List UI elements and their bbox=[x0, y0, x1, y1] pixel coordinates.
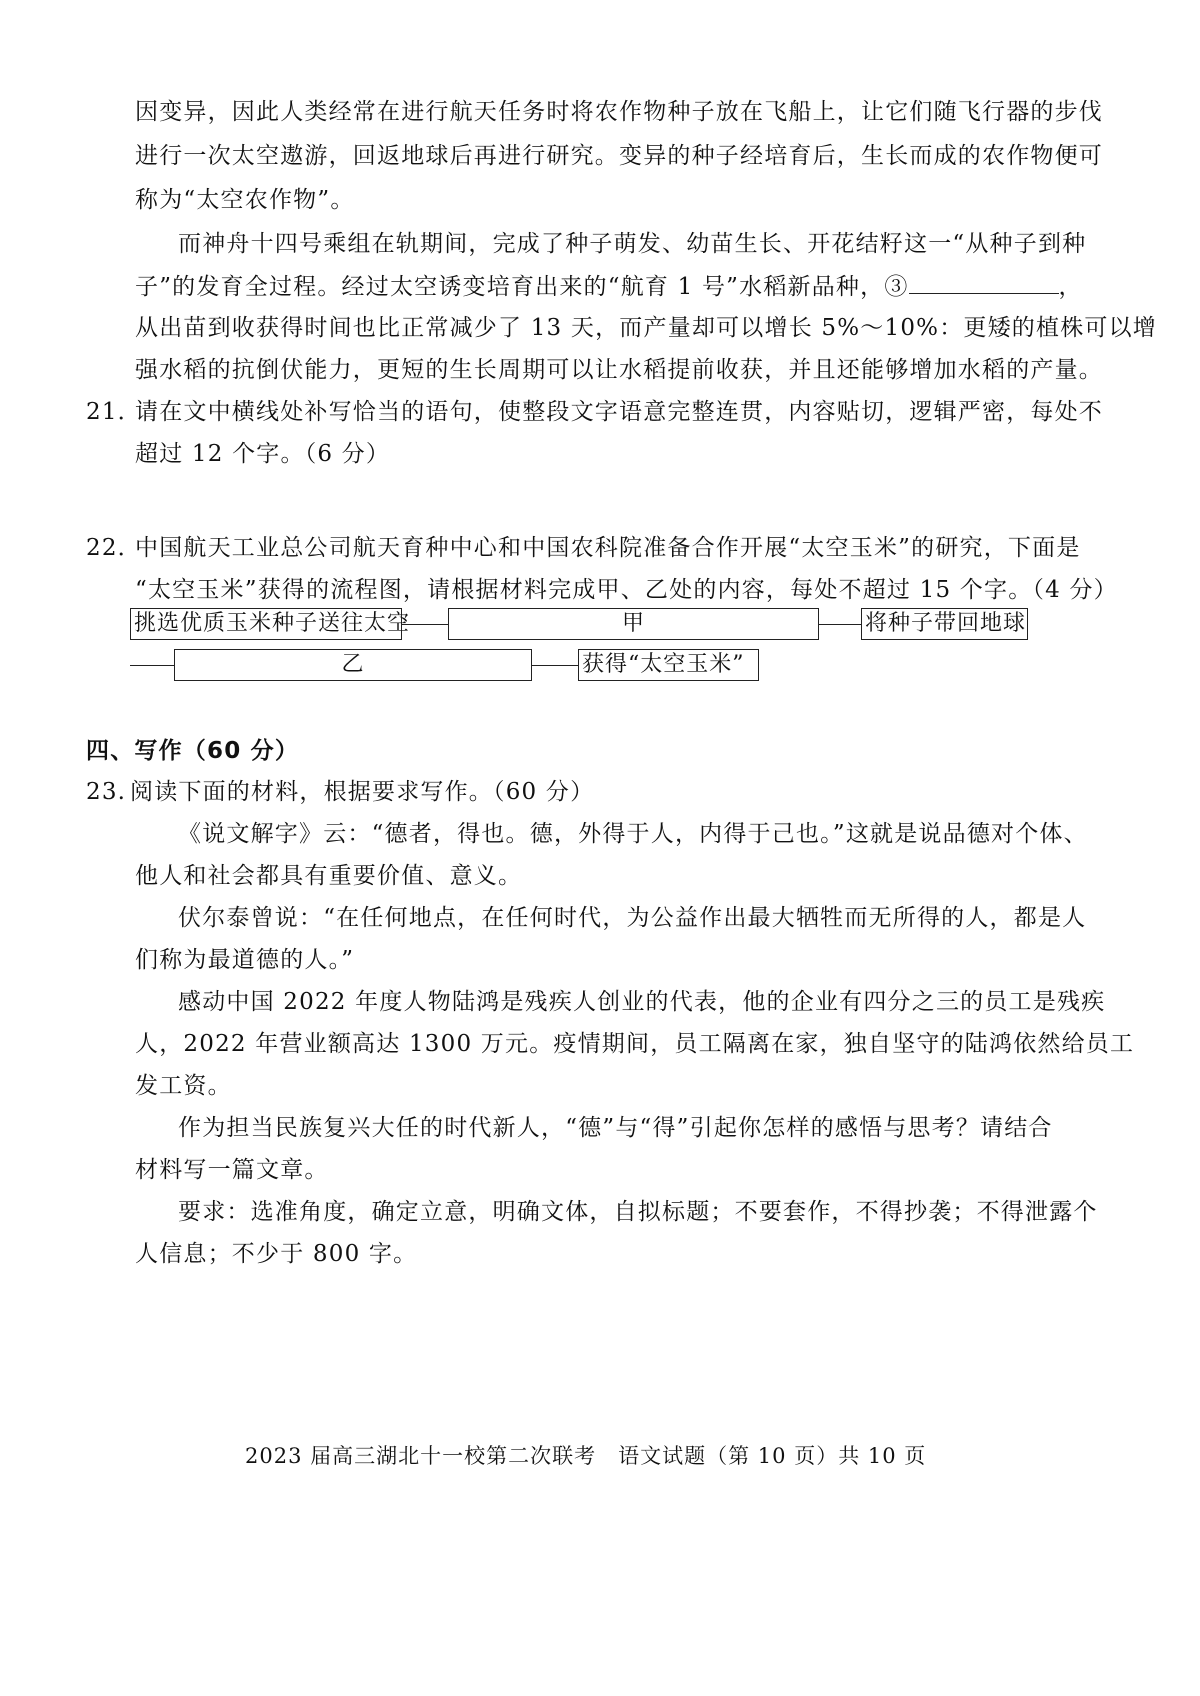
passage-line: 强水稻的抗倒伏能力，更短的生长周期可以让水稻提前收获，并且还能够增加水稻的产量。 bbox=[135, 357, 1103, 383]
passage-line: 因变异，因此人类经常在进行航天任务时将农作物种子放在飞船上，让它们随飞行器的步伐 bbox=[135, 99, 1103, 125]
flow-connector bbox=[819, 624, 861, 625]
flow-step-obtain-corn: 获得“太空玉米” bbox=[578, 649, 759, 681]
question-number: 21． bbox=[86, 399, 142, 425]
page-footer: 2023 届高三湖北十一校第二次联考 语文试题（第 10 页）共 10 页 bbox=[245, 1444, 927, 1468]
question-text: 超过 12 个字。（6 分） bbox=[135, 441, 391, 467]
material-line: 人，2022 年营业额高达 1300 万元。疫情期间，员工隔离在家，独自坚守的陆鸿依然给员工 bbox=[135, 1031, 1135, 1057]
question-number: 23. bbox=[86, 779, 127, 805]
question-text: “太空玉米”获得的流程图，请根据材料完成甲、乙处的内容，每处不超过 15 个字。（4 分） bbox=[135, 577, 1118, 603]
flow-connector bbox=[402, 624, 448, 625]
requirement-line: 要求：选准角度，确定立意，明确文体，自拟标题；不要套作，不得抄袭；不得泄露个 bbox=[178, 1199, 1098, 1225]
material-line: 发工资。 bbox=[135, 1073, 232, 1099]
passage-text: ， bbox=[1058, 274, 1083, 300]
question-text: 阅读下面的材料，根据要求写作。（60 分） bbox=[130, 779, 595, 805]
material-line: 伏尔泰曾说：“在任何地点，在任何时代，为公益作出最大牺牲而无所得的人，都是人 bbox=[178, 905, 1087, 931]
passage-line: 从出苗到收获得时间也比正常减少了 13 天，而产量却可以增长 5%～10%：更矮的植株可以增 bbox=[135, 315, 1158, 341]
passage-line: 称为“太空农作物”。 bbox=[135, 187, 355, 213]
flow-step-jia[interactable]: 甲 bbox=[448, 608, 819, 640]
material-line: 《说文解字》云：“德者，得也。德，外得于人，内得于己也。”这就是说品德对个体、 bbox=[178, 821, 1088, 847]
passage-line: 进行一次太空遨游，回返地球后再进行研究。变异的种子经培育后，生长而成的农作物便可 bbox=[135, 143, 1103, 169]
question-text: 请在文中横线处补写恰当的语句，使整段文字语意完整连贯，内容贴切，逻辑严密，每处不 bbox=[135, 399, 1103, 425]
passage-line: 而神舟十四号乘组在轨期间，完成了种子萌发、幼苗生长、开花结籽这一“从种子到种 bbox=[178, 231, 1087, 257]
question-number: 22． bbox=[86, 535, 142, 561]
flow-connector bbox=[532, 665, 578, 666]
flow-step-yi[interactable]: 乙 bbox=[174, 649, 532, 681]
material-line: 材料写一篇文章。 bbox=[135, 1157, 329, 1183]
question-text: 中国航天工业总公司航天育种中心和中国农科院准备合作开展“太空玉米”的研究，下面是 bbox=[135, 535, 1081, 561]
requirement-line: 人信息；不少于 800 字。 bbox=[135, 1241, 418, 1267]
material-line: 感动中国 2022 年度人物陆鸿是残疾人创业的代表，他的企业有四分之三的员工是残疾 bbox=[178, 989, 1106, 1015]
material-line: 们称为最道德的人。” bbox=[135, 947, 355, 973]
section-heading: 四、写作（60 分） bbox=[86, 738, 300, 764]
passage-text: 子”的发育全过程。经过太空诱变培育出来的“航育 1 号”水稻新品种，③ bbox=[135, 274, 909, 300]
flow-connector bbox=[130, 665, 174, 666]
flow-step-select-seeds: 挑选优质玉米种子送往太空 bbox=[130, 608, 402, 640]
material-line: 作为担当民族复兴大任的时代新人，“德”与“得”引起你怎样的感悟与思考？请结合 bbox=[178, 1115, 1053, 1141]
flow-step-return-seeds: 将种子带回地球 bbox=[861, 608, 1028, 640]
passage-line-with-blank bbox=[135, 271, 1083, 302]
material-line: 他人和社会都具有重要价值、意义。 bbox=[135, 863, 523, 889]
answer-blank-3[interactable] bbox=[909, 271, 1059, 294]
